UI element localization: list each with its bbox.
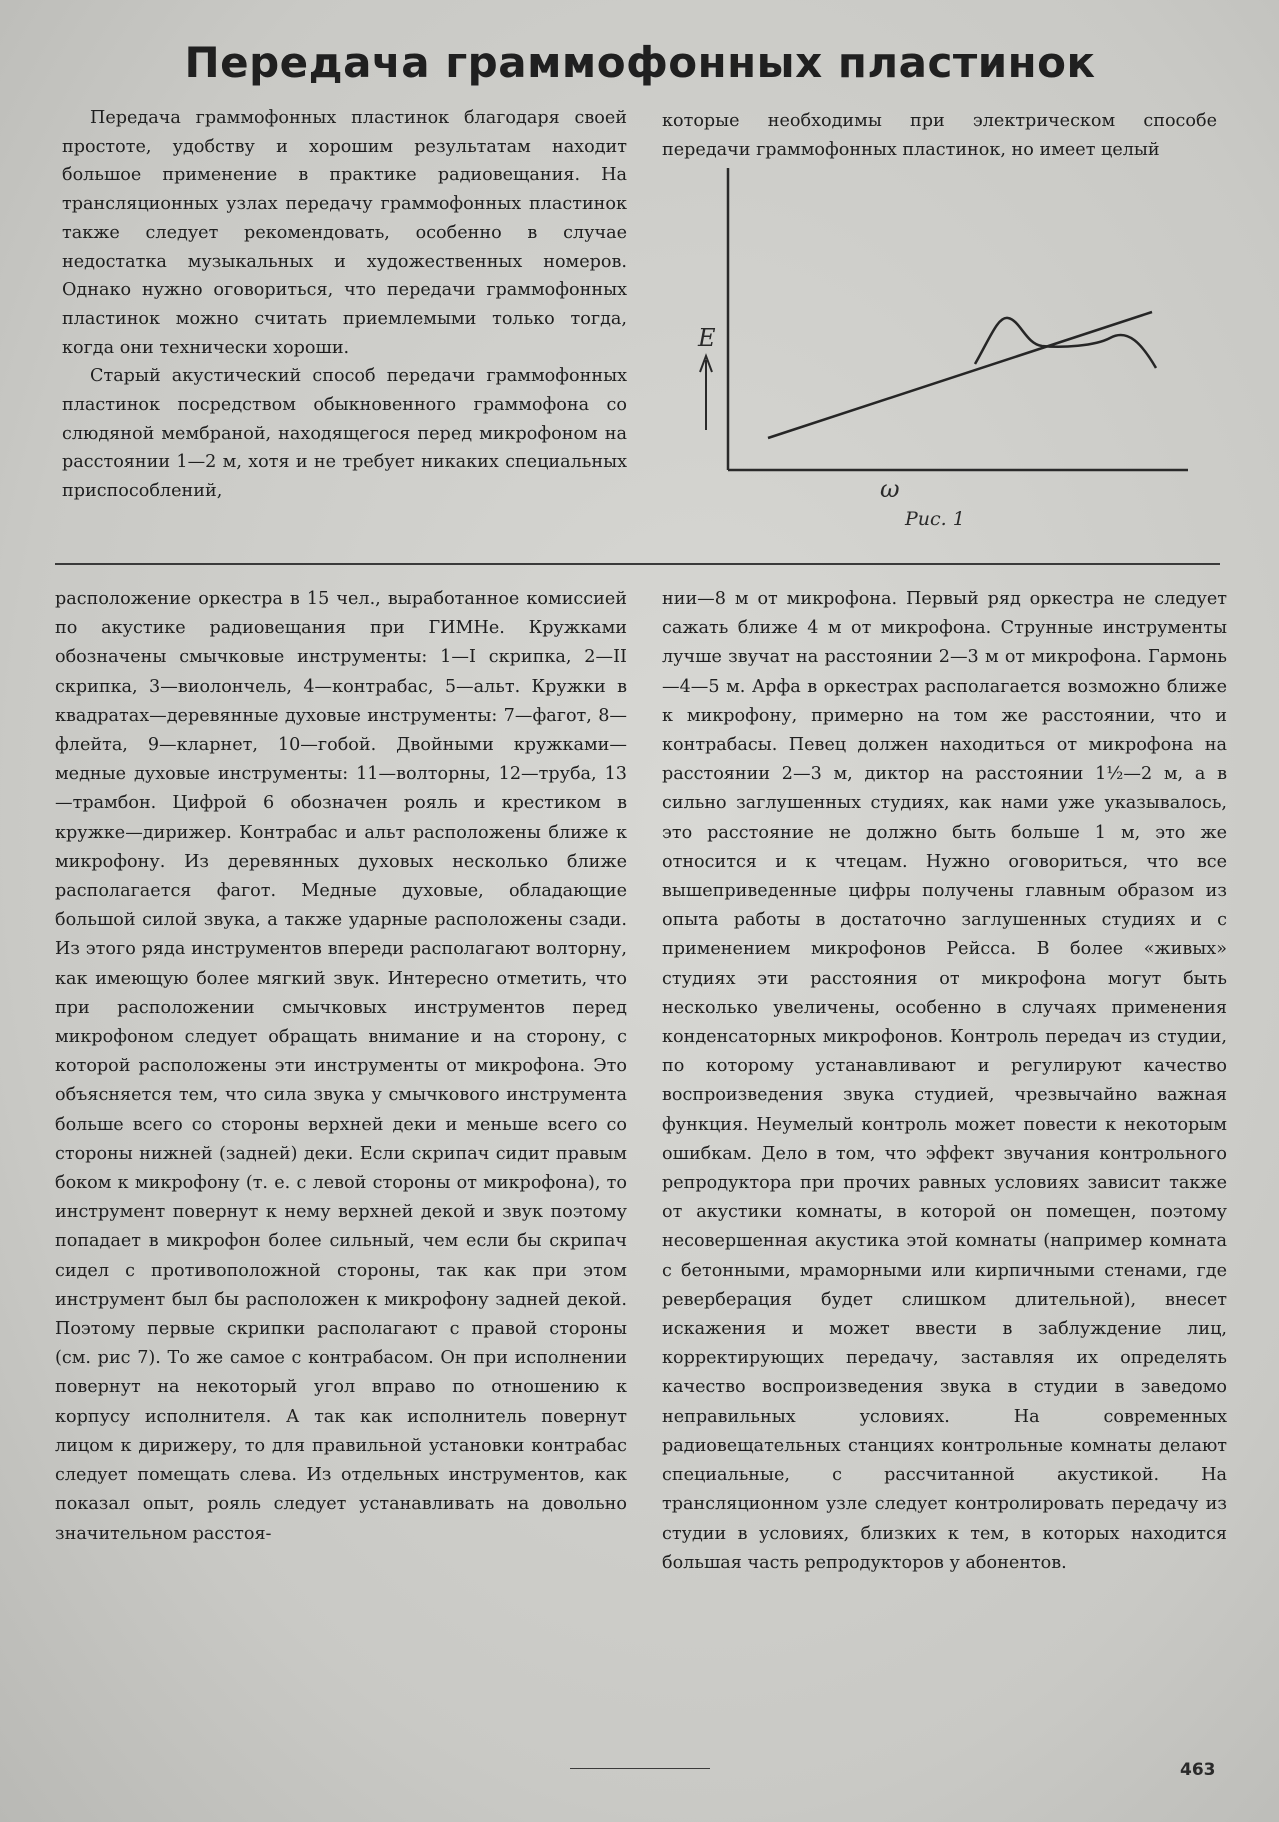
intro-column	[62, 104, 627, 506]
x-axis-label: ω	[880, 475, 900, 503]
right-column-text: нии—8 м от микрофона. Первый ряд оркестра не следует сажать ближе 4 м от микрофона. Струнные инструменты лучше звучат на расстоянии 2—3 м от микрофона. Гармонь—4—5 м. Арфа в оркестрах располагается возможно ближе к микрофону, примерно на том же расстоянии, что и контрабасы. Певец должен находиться от микрофона на расстоянии 2—3 м, диктор на расстоянии 1½—2 м, а в сильно заглушенных студиях, как нами уже указывалось, это расстояние не должно быть больше 1 м, это же относится и к чтецам. Нужно оговориться, что все вышеприведенные цифры получены главным образом из опыта работы в достаточно заглушенных студиях и с применением микрофонов Рейсса. В более «живых» студиях эти расстояния от микрофона могут быть несколько увеличены, особенно в случаях применения конденсаторных микрофонов. Контроль передач из студии, по которому устанавливают и регулируют качество воспроизведения звука студией, чрезвычайно важная функция. Неумелый контроль может повести к некоторым ошибкам. Дело в том, что эффект звучания контрольного репродуктора при прочих равных условиях зависит также от акустики комнаты, в которой он помещен, поэтому несовершенная акустика этой комнаты (например комната с бетонными, мраморными или кирпичными стенами, где реверберация будет слишком длительной), внесет искажения и может ввести в заблуждение лиц, корректирующих передачу, заставляя их определять качество воспроизведения звука в студии в заведомо неправильных условиях. На современных радиовещательных станциях контрольные комнаты делают специальные, с рассчитанной акустикой. На трансляционном узле следует контролировать передачу из студии в условиях, близких к тем, в которых находится большая часть репродукторов у абонентов.	[662, 589, 1227, 1573]
figure-1-graph	[690, 168, 1190, 478]
figure-caption: Рис. 1	[905, 508, 965, 530]
left-column	[55, 585, 627, 1549]
page-number: 463	[1180, 1760, 1216, 1780]
intro-continuation-text: которые необходимы при электрическом способе передачи граммофонных пластинок, но имеет целый	[662, 111, 1217, 160]
intro-paragraph-1: Передача граммофонных пластинок благодаря своей простоте, удобству и хорошим результатам находит большое применение в практике радиовещания. На трансляционных узлах передачу граммофонных пластинок также следует рекомендовать, особенно в случае недостатка музыкальных и художественных номеров. Однако нужно оговориться, что передачи граммофонных пластинок можно считать приемлемыми только тогда, когда они технически хороши.	[62, 108, 627, 358]
article-title: Передача граммофонных пластинок	[184, 38, 1096, 87]
right-column	[662, 585, 1227, 1578]
intro-paragraph-2: Старый акустический способ передачи граммофонных пластинок посредством обыкновенного граммофона со слюдяной мембраной, находящегося перед микрофоном на расстоянии 1—2 м, хотя и не требует никаких специальных приспособлений,	[62, 366, 627, 502]
footer-rule	[570, 1768, 710, 1769]
y-axis-label: E	[698, 324, 716, 352]
intro-continuation	[662, 107, 1217, 164]
left-column-text: расположение оркестра в 15 чел., выработанное комиссией по акустике радиовещания при ГИМНе. Кружками обозначены смычковые инструменты: 1—I скрипка, 2—II скрипка, 3—виолончель, 4—контрабас, 5—альт. Кружки в квадратах—деревянные духовые инструменты: 7—фагот, 8—флейта, 9—кларнет, 10—гобой. Двойными кружками—медные духовые инструменты: 11—волторны, 12—труба, 13—трамбон. Цифрой 6 обозначен рояль и крестиком в кружке—дирижер. Контрабас и альт расположены ближе к микрофону. Из деревянных духовых несколько ближе располагается фагот. Медные духовые, обладающие большой силой звука, а также ударные расположены сзади. Из этого ряда инструментов впереди располагают волторну, как имеющую более мягкий звук. Интересно отметить, что при расположении смычковых инструментов перед микрофоном следует обращать внимание и на сторону, с которой расположены эти инструменты от микрофона. Это объясняется тем, что сила звука у смычкового инструмента больше всего со стороны верхней деки и меньше всего со стороны нижней (задней) деки. Если скрипач сидит правым боком к микрофону (т. е. с левой стороны от микрофона), то инструмент повернут к нему верхней декой и звук поэтому попадает в микрофон более сильный, чем если бы скрипач сидел с противоположной стороны, так как при этом инструмент был бы расположен к микрофону задней декой. Поэтому первые скрипки располагают с правой стороны (см. рис 7). То же самое с контрабасом. Он при исполнении повернут на некоторый угол вправо по отношению к корпусу исполнителя. А так как исполнитель повернут лицом к дирижеру, то для правильной установки контрабас следует помещать слева. Из отдельных инструментов, как показал опыт, рояль следует устанавливать на довольно значительном расстоя-	[55, 589, 627, 1544]
trend-line	[768, 312, 1152, 438]
section-divider	[55, 563, 1220, 565]
